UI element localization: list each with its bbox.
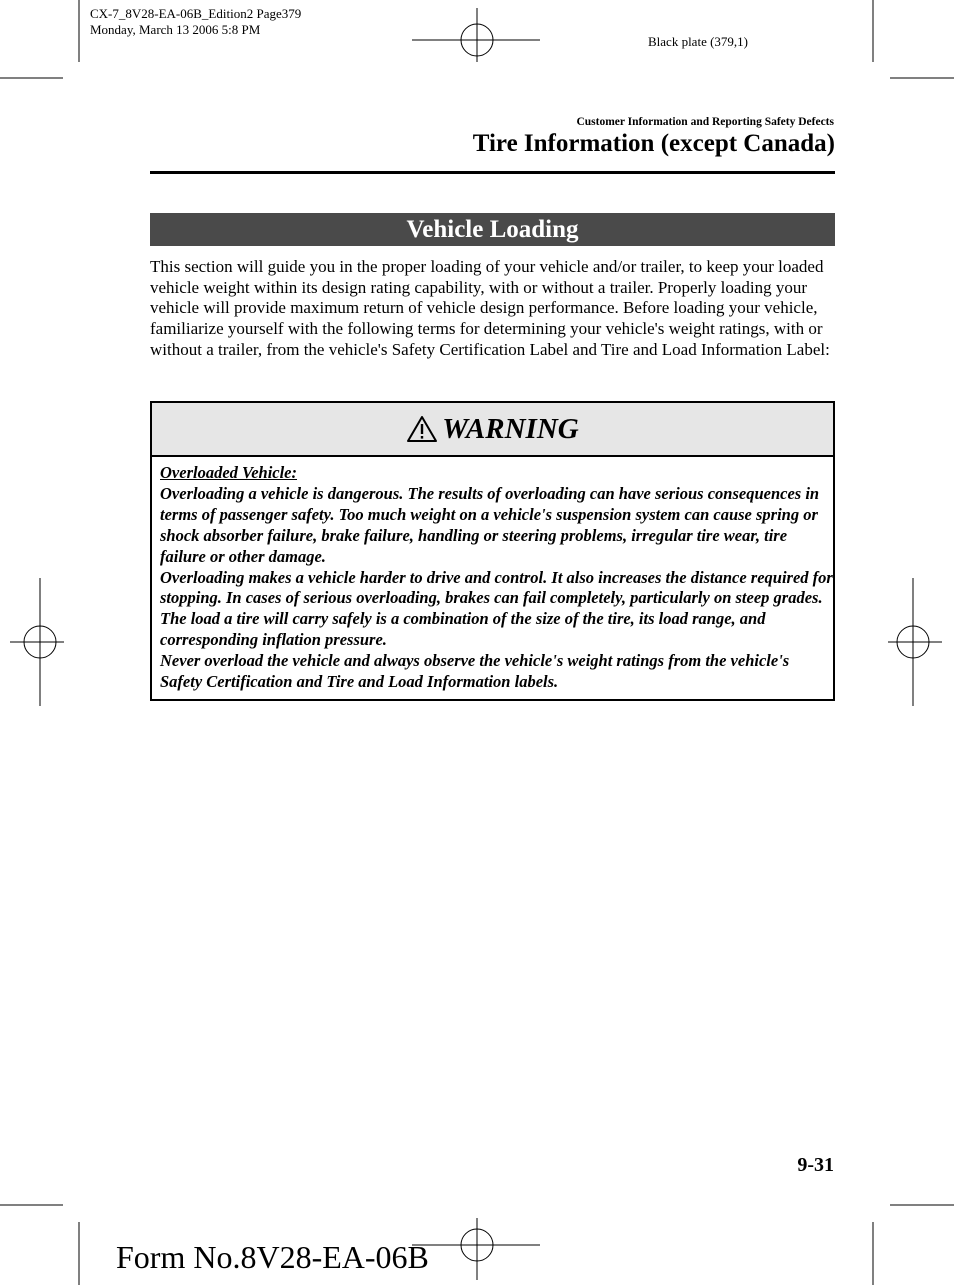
- chapter-title: Customer Information and Reporting Safety Defects: [576, 116, 834, 128]
- warning-triangle-icon: [406, 415, 438, 443]
- plate-label: Black plate (379,1): [648, 34, 748, 49]
- print-date-line: Monday, March 13 2006 5:8 PM: [90, 22, 261, 37]
- warning-paragraph: Overloading a vehicle is dangerous. The results of overloading can have serious consequences in terms of passenger safety. Too much weight on a vehicle's suspension system can cause spring or shock absorber failure, brake failure, handling or steering problems, irregular tire wear, tire failure or other damage.: [160, 483, 820, 566]
- warning-heading: Overloaded Vehicle:: [160, 463, 298, 482]
- form-number: Form No.8V28-EA-06B: [116, 1239, 429, 1275]
- intro-paragraph: This section will guide you in the proper loading of your vehicle and/or trailer, to keep your loaded vehicle weight within its design rating capability, with or without a trailer. Properly loading your vehicle will provide maximum return of vehicle design performance. Before loading your vehicle, familiarize yourself with the following terms for determining your vehicle's weight ratings, with or without a trailer, from the vehicle's Safety Certification Label and Tire and Load Information Label:: [150, 257, 830, 359]
- warning-header: [152, 403, 833, 457]
- warning-paragraph: Overloading makes a vehicle harder to drive and control. It also increases the distance required for stopping. In cases of serious overloading, brakes can fail completely, particularly on steep grades. The load a tire will carry safely is a combination of the size of the tire, its load range, and corresponding inflation pressure.: [160, 567, 833, 650]
- warning-title: WARNING: [442, 412, 579, 445]
- title-rule: [150, 171, 835, 174]
- warning-paragraph: Never overload the vehicle and always observe the vehicle's weight ratings from the vehicle's Safety Certification and Tire and Load Information labels.: [160, 651, 790, 692]
- warning-box: [150, 401, 835, 701]
- page-number: 9-31: [797, 1154, 834, 1176]
- print-file-line: CX-7_8V28-EA-06B_Edition2 Page379: [90, 6, 302, 21]
- warning-body: [152, 457, 833, 693]
- page-title: Tire Information (except Canada): [472, 130, 835, 157]
- section-banner: Vehicle Loading: [150, 213, 835, 246]
- print-info: [90, 6, 301, 38]
